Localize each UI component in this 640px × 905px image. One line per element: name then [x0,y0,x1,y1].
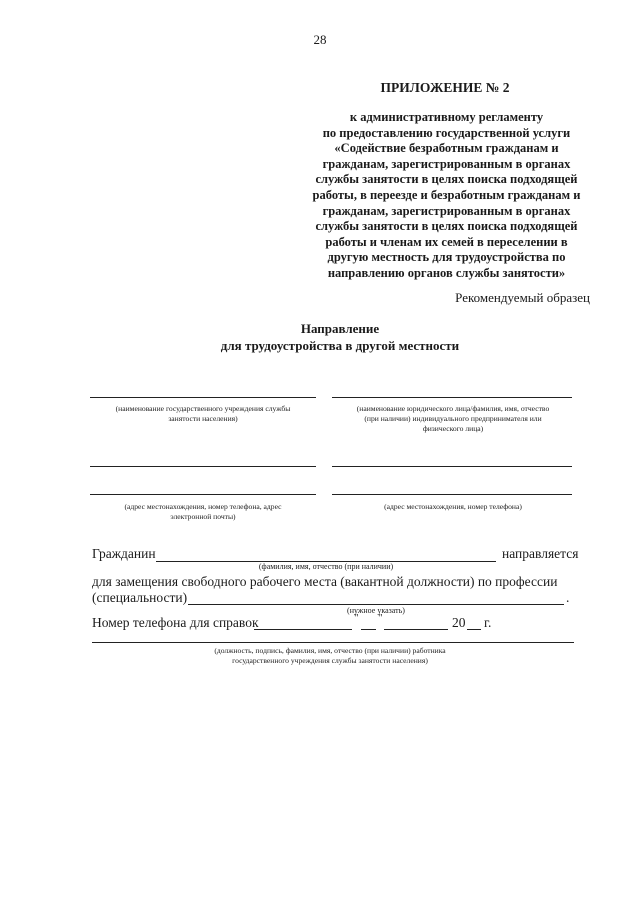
vacancy-text: для замещения свободного рабочего места (вакантной должности) по профессии [92,574,558,589]
regulation-line: «Содействие безработным гражданам и [334,141,559,156]
employment-service-name-line[interactable] [90,397,316,398]
signature-caption: (должность, подпись, фамилия, имя, отчество (при наличии) работника государственного учреждения службы занятости населения) [214,646,446,665]
regulation-line: службы занятости в целях поиска подходящей [315,219,578,234]
document-title-line2: для трудоустройства в другой местности [220,338,460,353]
quote-close: " [378,612,383,624]
employment-service-name-caption: (наименование государственного учреждения службы занятости населения) [115,404,291,423]
employment-service-address-line-2[interactable] [90,494,316,495]
regulation-line: работы и членам их семей в переселении в [325,234,568,249]
employer-address-caption: (адрес местонахождения, номер телефона) [384,502,522,511]
recommended-sample-label: Рекомендуемый образец [455,290,590,305]
quote-open: " [354,612,359,624]
regulation-line: гражданам, зарегистрированным в органах [322,156,571,171]
employer-name-caption: (наименование юридического лица/фамилия, имя, отчество (при наличии) индивидуального предпринимателя или физического лица) [356,404,550,433]
employer-address-line-2[interactable] [332,494,572,495]
phone-label: Номер телефона для справок [92,615,259,630]
document-title [0,320,640,354]
regulation-reference [305,110,588,282]
document-title-line1: Направление [300,321,380,336]
specialty-label: (специальности) [92,590,188,605]
regulation-line: направлению органов службы занятости» [327,265,566,280]
phone-number-field[interactable] [254,629,352,630]
citizen-name-caption: (фамилия, имя, отчество (при наличии) [258,562,394,571]
page-number: 28 [313,32,327,47]
employment-service-address-caption: (адрес местонахождения, номер телефона, адрес электронной почты) [124,502,282,521]
regulation-line: гражданам, зарегистрированным в органах [322,203,571,218]
regulation-line: по предоставлению государственной услуги [322,125,571,140]
year-suffix: г. [484,615,492,630]
specify-caption: (нужное указать) [347,606,405,615]
employer-name-line[interactable] [332,397,572,398]
specialty-field[interactable] [188,604,564,605]
regulation-line: службы занятости в целях поиска подходящей [315,172,578,187]
day-field[interactable] [361,629,376,630]
appendix-title: ПРИЛОЖЕНИЕ № 2 [380,80,510,95]
month-field[interactable] [384,629,448,630]
specialty-end-mark: . [566,590,570,605]
employment-service-address-line-1[interactable] [90,466,316,467]
year-prefix: 20 [452,615,466,630]
signature-line[interactable] [92,642,574,643]
citizen-label: Гражданин [92,546,156,561]
directed-label: направляется [502,546,579,561]
regulation-line: другую местность для трудоустройства по [327,250,566,265]
employer-address-line-1[interactable] [332,466,572,467]
regulation-line: работы, в переезде и безработным гражданам и [312,187,581,202]
year-field[interactable] [467,629,481,630]
regulation-line: к административному регламенту [349,110,544,124]
